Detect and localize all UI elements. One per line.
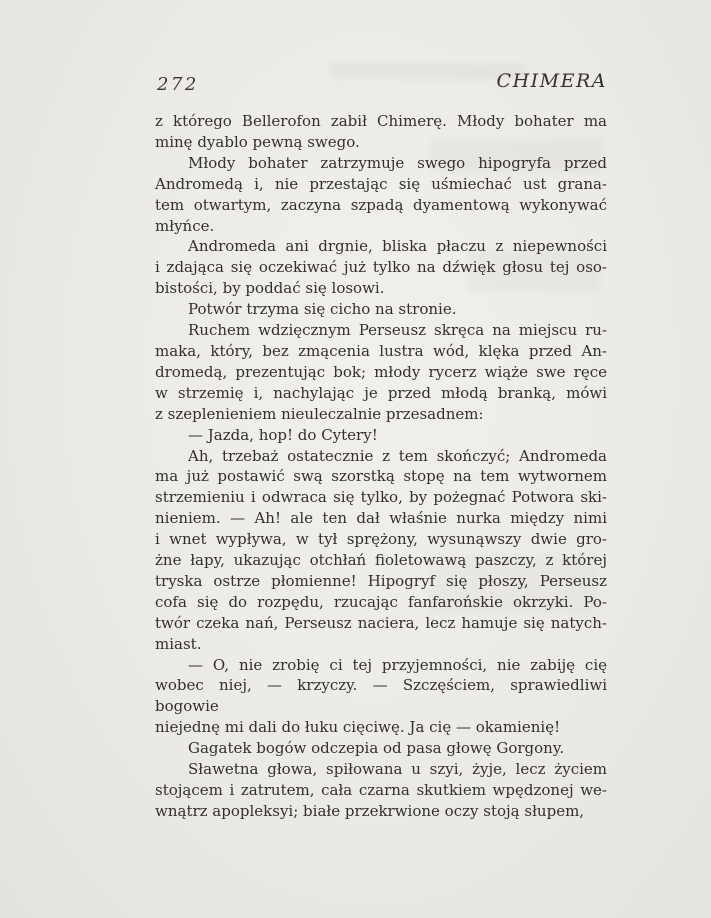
text-line: Sławetna głowa, spiłowana u szyi, żyje, lecz życiem — [188, 760, 607, 779]
text-line: miast. — [155, 634, 202, 653]
text-line: Andromeda ani drgnie, bliska płaczu z niepewności — [188, 237, 607, 256]
text-line: wobec niej, — krzyczy. — Szczęściem, sprawiedliwi bogowie — [155, 676, 607, 716]
text-line: twór czeka nań, Perseusz naciera, lecz hamuje się natych- — [155, 613, 607, 632]
text-line: Potwór trzyma się cicho na stronie. — [188, 300, 457, 319]
text-line: strzemieniu i odwraca się tylko, by pożegnać Potwora ski- — [155, 488, 607, 507]
paragraph — [155, 299, 607, 320]
text-line: nieniem. — Ah! ale ten dał właśnie nurka między nimi — [155, 509, 607, 528]
paragraph — [155, 759, 607, 822]
text-line: niejednę mi dali do łuku cięciwę. Ja cię — okamienię! — [155, 718, 561, 737]
text-line: cofa się do rozpędu, rzucając fanfarońskie okrzyki. Po- — [155, 592, 607, 611]
text-line: ma już postawić swą szorstką stopę na tem wytwornem — [155, 467, 607, 486]
paragraph — [155, 446, 607, 655]
text-line: żne łapy, ukazując otchłań fioletowawą paszczy, z której — [155, 551, 607, 570]
text-line: dromedą, prezentując bok; młody rycerz wiąże swe ręce — [155, 362, 607, 381]
paragraph — [155, 153, 607, 237]
text-line: Gagatek bogów odczepia od pasa głowę Gorgony. — [188, 739, 565, 758]
running-title: CHIMERA — [496, 70, 607, 92]
paragraph — [155, 320, 607, 425]
text-line: — Jazda, hop! do Cytery! — [188, 425, 378, 444]
text-line: maka, który, bez zmącenia lustra wód, klęka przed An- — [155, 341, 607, 360]
text-line: z którego Bellerofon zabił Chimerę. Młody bohater ma — [155, 112, 607, 130]
text-line: Andromedą i, nie przestając się uśmiechać ust grana- — [155, 174, 607, 193]
page-number: 272 — [157, 74, 199, 95]
text-block — [155, 111, 607, 822]
page-header — [155, 68, 607, 98]
text-line: tryska ostrze płomienne! Hipogryf się płoszy, Perseusz — [155, 571, 607, 590]
paragraph — [155, 655, 607, 739]
text-line: bistości, by poddać się losowi. — [155, 279, 385, 298]
text-line: minę dyablo pewną swego. — [155, 132, 360, 151]
text-line: i wnet wypływa, w tył sprężony, wysunąwszy dwie gro- — [155, 530, 607, 549]
text-line: z szeplenieniem nieuleczalnie przesadnem: — [155, 404, 484, 423]
paragraph — [155, 236, 607, 299]
text-line: — O, nie zrobię ci tej przyjemności, nie zabiję cię — [188, 655, 607, 674]
text-line: Ruchem wdzięcznym Perseusz skręca na miejscu ru- — [188, 321, 607, 340]
text-line: Młody bohater zatrzymuje swego hipogryfa przed — [188, 153, 607, 172]
text-line: w strzemię i, nachylając je przed młodą branką, mówi — [155, 383, 607, 402]
paragraph — [155, 738, 607, 759]
paragraph — [155, 425, 607, 446]
text-line: młyńce. — [155, 216, 215, 235]
paragraph — [155, 111, 607, 153]
text-line: tem otwartym, zaczyna szpadą dyamentową wykonywać — [155, 195, 607, 214]
text-line: Ah, trzebaż ostatecznie z tem skończyć; Andromeda — [188, 446, 607, 465]
text-line: i zdająca się oczekiwać już tylko na dźwięk głosu tej oso- — [155, 258, 607, 277]
text-line: wnątrz apopleksyi; białe przekrwione oczy stoją słupem, — [155, 801, 585, 820]
text-line: stojącem i zatrutem, cała czarna skutkiem wpędzonej we- — [155, 781, 607, 799]
